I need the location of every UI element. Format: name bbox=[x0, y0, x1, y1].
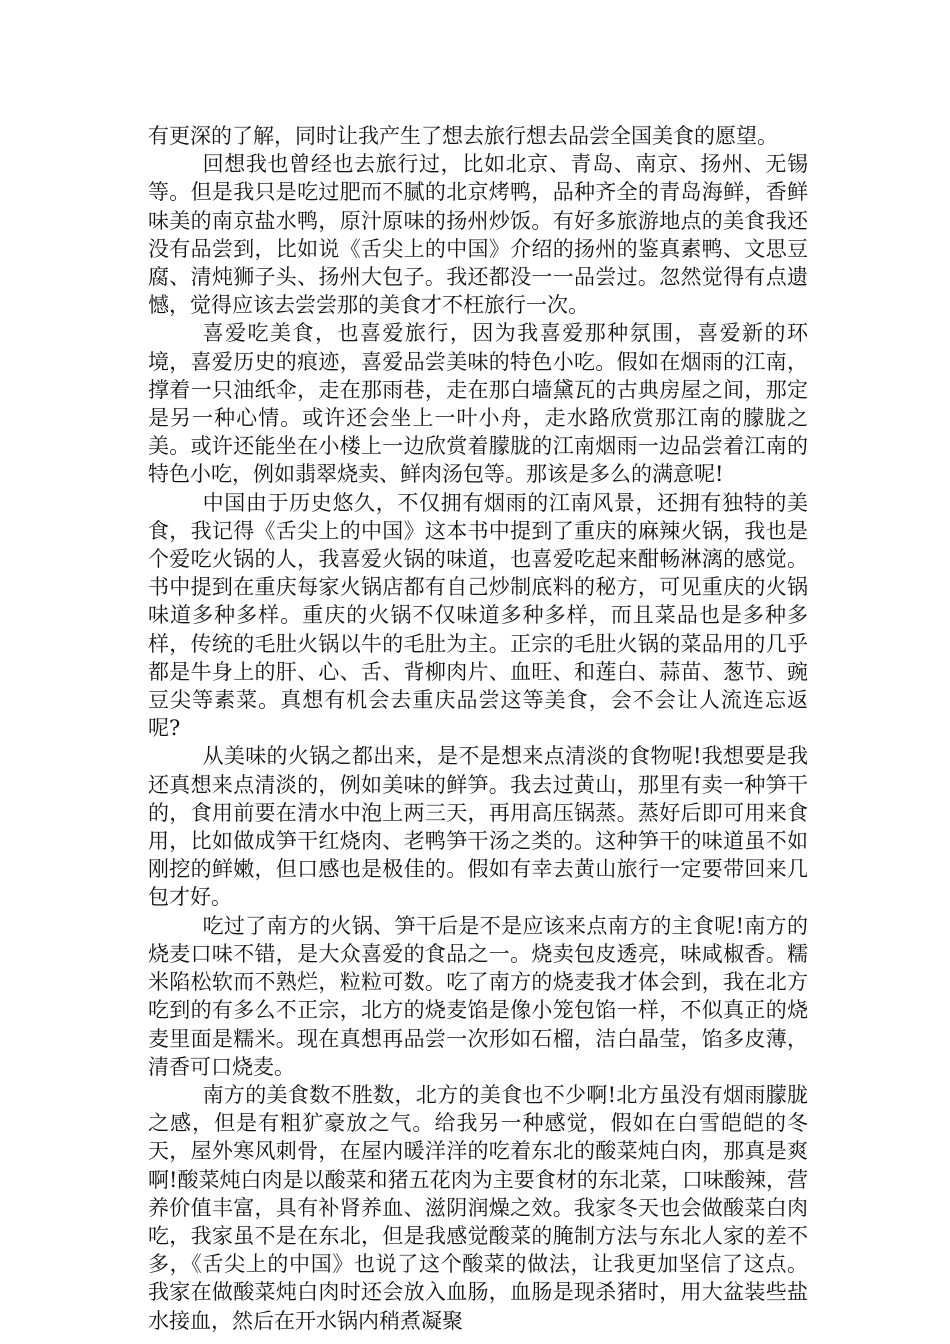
paragraph: 中国由于历史悠久，不仅拥有烟雨的江南风景，还拥有独特的美食，我记得《舌尖上的中国》这本书中提到了重庆的麻辣火锅，我也是个爱吃火锅的人，我喜爱火锅的味道，也喜爱吃起来酣畅淋漓的感觉。书中提到在重庆每家火锅店都有自己炒制底料的秘方，可见重庆的火锅味道多种多样。重庆的火锅不仅味道多种多样，而且菜品也是多种多样，传统的毛肚火锅以牛的毛肚为主。正宗的毛肚火锅的菜品用的几乎都是牛身上的肝、心、舌、背柳肉片、血旺、和莲白、蒜苗、葱节、豌豆尖等素菜。真想有机会去重庆品尝这等美食，会不会让人流连忘返呢? bbox=[148, 490, 808, 741]
document-body bbox=[148, 122, 808, 1335]
paragraph: 有更深的了解，同时让我产生了想去旅行想去品尝全国美食的愿望。 bbox=[148, 124, 778, 148]
paragraph: 南方的美食数不胜数，北方的美食也不少啊!北方虽没有烟雨朦胧之感，但是有粗犷豪放之气。给我另一种感觉，假如在白雪皑皑的冬天，屋外寒风刺骨，在屋内暖洋洋的吃着东北的酸菜炖白肉，那真是爽啊!酸菜炖白肉是以酸菜和猪五花肉为主要食材的东北菜，口味酸辣，营养价值丰富，具有补肾养血、滋阴润燥之效。我家冬天也会做酸菜白肉吃，我家虽不是在东北，但是我感觉酸菜的腌制方法与东北人家的差不多，《舌尖上的中国》也说了这个酸菜的做法，让我更加坚信了这点。我家在做酸菜炖白肉时还会放入血肠，血肠是现杀猪时，用大盆装些盐水接血，然后在开水锅内稍煮凝聚 bbox=[148, 1082, 808, 1333]
paragraph: 从美味的火锅之都出来，是不是想来点清淡的食物呢!我想要是我还真想来点清淡的，例如美味的鲜笋。我去过黄山，那里有卖一种笋干的，食用前要在清水中泡上两三天，再用高压锅蒸。蒸好后即可用来食用，比如做成笋干红烧肉、老鸭笋干汤之类的。这种笋干的味道虽不如刚挖的鲜嫩，但口感也是极佳的。假如有幸去黄山旅行一定要带回来几包才好。 bbox=[148, 744, 808, 910]
paragraph: 回想我也曾经也去旅行过，比如北京、青岛、南京、扬州、无锡等。但是我只是吃过肥而不腻的北京烤鸭，品种齐全的青岛海鲜，香鲜味美的南京盐水鸭，原汁原味的扬州炒饭。有好多旅游地点的美食我还没有品尝到，比如说《舌尖上的中国》介绍的扬州的鉴真素鸭、文思豆腐、清炖狮子头、扬州大包子。我还都没一一品尝过。忽然觉得有点遗憾，觉得应该去尝尝那的美食才不枉旅行一次。 bbox=[148, 152, 808, 318]
paragraph: 喜爱吃美食，也喜爱旅行，因为我喜爱那种氛围，喜爱新的环境，喜爱历史的痕迹，喜爱品尝美味的特色小吃。假如在烟雨的江南，撑着一只油纸伞，走在那雨巷，走在那白墙黛瓦的古典房屋之间，那定是另一种心情。或许还会坐上一叶小舟，走水路欣赏那江南的朦胧之美。或许还能坐在小楼上一边欣赏着朦胧的江南烟雨一边品尝着江南的特色小吃，例如翡翠烧卖、鲜肉汤包等。那该是多么的满意呢! bbox=[148, 321, 808, 487]
paragraph: 吃过了南方的火锅、笋干后是不是应该来点南方的主食呢!南方的烧麦口味不错，是大众喜爱的食品之一。烧卖包皮透亮，味咸椒香。糯米陷松软而不熟烂，粒粒可数。吃了南方的烧麦我才体会到，我在北方吃到的有多么不正宗，北方的烧麦馅是像小笼包馅一样，不似真正的烧麦里面是糯米。现在真想再品尝一次形如石榴，洁白晶莹，馅多皮薄，清香可口烧麦。 bbox=[148, 913, 808, 1079]
